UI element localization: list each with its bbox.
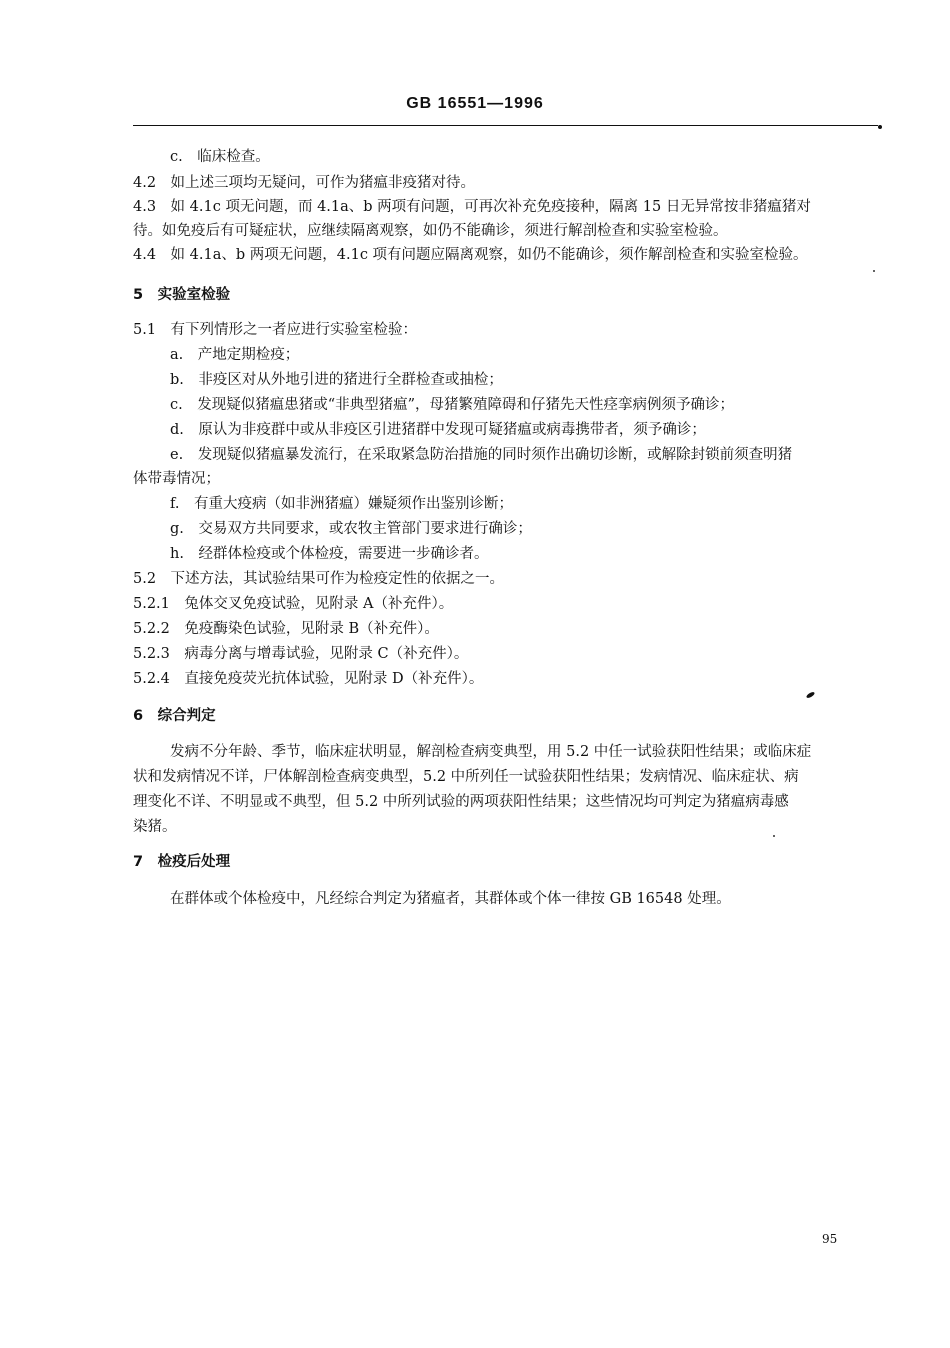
document-header: GB 16551—1996 — [406, 95, 544, 112]
header-rule — [133, 125, 878, 126]
text-line: 4.3 如 4.1c 项无问题，而 4.1a、b 两项有问题，可再次补充免疫接种，隔离 15 日无异常按非猪瘟猪对 — [133, 199, 811, 215]
scan-artifact-mark — [806, 691, 816, 699]
text-line: e. 发现疑似猪瘟暴发流行，在采取紧急防治措施的同时须作出确切诊断，或解除封锁前须查明猪 — [170, 447, 793, 463]
text-line: 染猪。 — [133, 819, 177, 835]
text-line: 待。如免疫后有可疑症状，应继续隔离观察，如仍不能确诊，须进行解剖检查和实验室检验。 — [133, 223, 728, 239]
text-line: 4.2 如上述三项均无疑问，可作为猪瘟非疫猪对待。 — [133, 175, 476, 191]
text-line: 体带毒情况； — [133, 471, 220, 487]
text-line: f. 有重大疫病（如非洲猪瘟）嫌疑须作出鉴别诊断； — [170, 496, 513, 512]
rule-end-dot — [878, 125, 882, 129]
text-line: 状和发病情况不详，尸体解剖检查病变典型，5.2 中所列任一试验获阳性结果；发病情况、临床症状、病 — [133, 769, 799, 785]
text-line: 5.2.2 免疫酶染色试验，见附录 B（补充件）。 — [133, 621, 439, 637]
section-heading: 7 检疫后处理 — [133, 854, 231, 870]
text-line: 5.2.4 直接免疫荧光抗体试验，见附录 D（补充件）。 — [133, 671, 484, 687]
text-line: 发病不分年龄、季节，临床症状明显，解剖检查病变典型，用 5.2 中任一试验获阳性结果；或临床症 — [170, 744, 812, 760]
text-line: d. 原认为非疫群中或从非疫区引进猪群中发现可疑猪瘟或病毒携带者，须予确诊； — [170, 422, 706, 438]
text-line: 5.2 下述方法，其试验结果可作为检疫定性的依据之一。 — [133, 571, 505, 587]
text-line: 在群体或个体检疫中，凡经综合判定为猪瘟者，其群体或个体一律按 GB 16548 处理。 — [170, 891, 731, 907]
scan-artifact-dot — [873, 270, 875, 272]
text-line: b. 非疫区对从外地引进的猪进行全群检查或抽检； — [170, 372, 503, 388]
text-line: c. 临床检查。 — [170, 149, 270, 165]
text-line: h. 经群体检疫或个体检疫，需要进一步确诊者。 — [170, 546, 489, 562]
text-line: 4.4 如 4.1a、b 两项无问题，4.1c 项有问题应隔离观察，如仍不能确诊，须作解剖检查和实验室检验。 — [133, 247, 808, 263]
section-heading: 5 实验室检验 — [133, 287, 231, 303]
text-line: 5.2.1 兔体交叉免疫试验，见附录 A（补充件）。 — [133, 596, 454, 612]
section-heading: 6 综合判定 — [133, 708, 216, 724]
page-number: 95 — [822, 1232, 838, 1246]
scan-artifact-dot — [773, 835, 775, 837]
text-line: g. 交易双方共同要求，或农牧主管部门要求进行确诊； — [170, 521, 532, 537]
text-line: 5.1 有下列情形之一者应进行实验室检验： — [133, 322, 418, 338]
text-line: 理变化不详、不明显或不典型，但 5.2 中所列试验的两项获阳性结果；这些情况均可判定为猪瘟病毒感 — [133, 794, 789, 810]
text-line: 5.2.3 病毒分离与增毒试验，见附录 C（补充件）。 — [133, 646, 469, 662]
text-line: a. 产地定期检疫； — [170, 347, 300, 363]
text-line: c. 发现疑似猪瘟患猪或“非典型猪瘟”，母猪繁殖障碍和仔猪先天性痉挛病例须予确诊； — [170, 397, 735, 413]
